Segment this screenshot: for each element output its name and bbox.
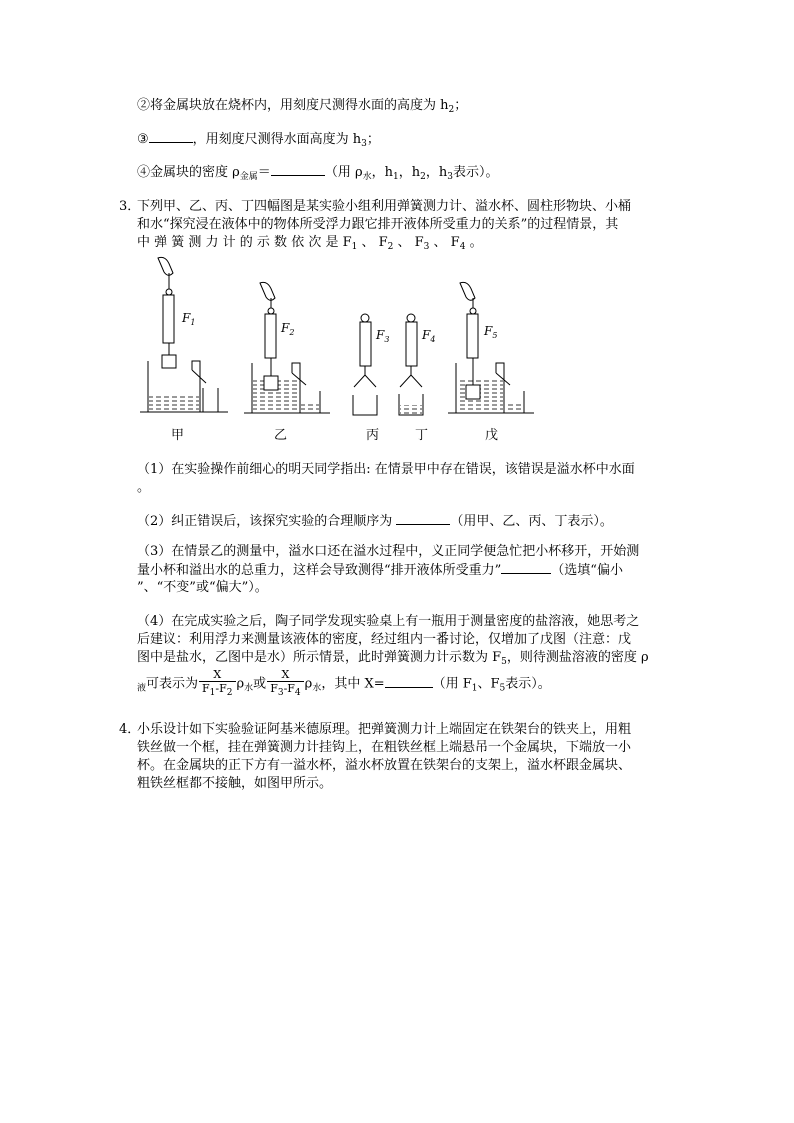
force-label-f1: $F_1$ xyxy=(182,311,196,327)
scene-label-ding: 丁 xyxy=(415,428,429,443)
answer-blank[interactable] xyxy=(271,163,325,176)
scene-ding xyxy=(399,314,423,415)
force-label-f2: $F_2$ xyxy=(281,321,295,337)
q3-part4-line4: $_液$可表示为 $\frac{X}{F_1-F_2}$ $\rho_水$或 $\frac{X}{F_3-F_4}$ $\rho_水$，其中 X= （用 $F_1$、$F_5$表示）。 xyxy=(137,668,551,698)
q4-line2: 铁丝做一个框，挂在弹簧测力计挂钩上，在粗铁丝框上端悬吊一个金属块，下端放一小 xyxy=(137,740,632,755)
q3-part3-line1: （3）在情景乙的测量中，溢水口还在溢水过程中，义正同学便急忙把小杯移开，开始测 xyxy=(137,544,640,559)
q3-part1: （1）在实验操作前细心的明天同学指出: 在情景甲中存在错误，该错误是溢水杯中水面 xyxy=(137,462,635,477)
q3-part4-line2: 后建议：利用浮力来测量该液体的密度，经过组内一番讨论，仅增加了戊图（注意：戊 xyxy=(137,632,632,647)
scene-label-wu: 戊 xyxy=(485,428,499,443)
force-label-f5: $F_5$ xyxy=(484,324,498,340)
q4-line3: 杯。在金属块的正下方有一溢水杯，溢水杯放置在铁架台的支架上，溢水杯跟金属块、 xyxy=(137,758,632,773)
scene-label-jia: 甲 xyxy=(171,428,185,443)
answer-blank[interactable] xyxy=(149,130,193,143)
q2-step3: ③ ，用刻度尺测得水面高度为 $h_3$； xyxy=(137,132,380,149)
scene-wu xyxy=(448,282,534,413)
answer-blank[interactable] xyxy=(396,512,450,525)
scene-label-yi: 乙 xyxy=(274,428,288,443)
q3-part4-line3: 图中是盐水，乙图中是水）所示情景，此时弹簧测力计示数为 $F_5$，则待测盐溶液的密度 ρ xyxy=(137,650,649,667)
q3-intro-line2: 和水“探究浸在液体中的物体所受浮力跟它排开液体所受重力的关系”的过程情景，其 xyxy=(137,217,619,232)
fraction-1: $\frac{X}{F_1-F_2}$ xyxy=(199,668,235,700)
answer-blank[interactable] xyxy=(501,561,551,574)
q4-number: 4． xyxy=(119,722,141,737)
scene-label-bing: 丙 xyxy=(366,428,380,443)
scene-jia xyxy=(140,257,228,412)
q3-intro-line3: 中 弹 簧 测 力 计 的 示 数 依 次 是 $F_1$ 、 $F_2$ 、 $F_3$ 、 $F_4$ 。 xyxy=(137,235,483,252)
fraction-2: $\frac{X}{F_3-F_4}$ xyxy=(267,668,303,700)
q3-number: 3． xyxy=(119,199,141,214)
q4-line1: 小乐设计如下实验验证阿基米德原理。把弹簧测力计上端固定在铁架台的铁夹上，用粗 xyxy=(137,722,632,737)
force-label-f3: $F_3$ xyxy=(376,328,390,344)
scene-yi xyxy=(244,282,330,413)
q3-part1-end: 。 xyxy=(137,480,151,495)
experiment-figure xyxy=(140,255,540,450)
q4-line4: 粗铁丝框都不接触，如图甲所示。 xyxy=(137,776,333,791)
q2-step4: ④金属块的密度 $\rho_{金属}=$ （用 $\rho_水$，$h_1$，$h_2$，$h_3$表示）。 xyxy=(137,165,499,182)
answer-blank[interactable] xyxy=(385,675,433,688)
q3-part3-line2: 量小杯和溢出水的总重力，这样会导致测得“排开液体所受重力” （选填“偏小 xyxy=(137,563,623,578)
q3-part4-line1: （4）在完成实验之后，陶子同学发现实验桌上有一瓶用于测量密度的盐溶液，她思考之 xyxy=(137,614,640,629)
scene-bing xyxy=(353,314,377,415)
q3-part3-line3: ”、“不变”或“偏大”）。 xyxy=(137,580,268,595)
q3-intro-line1: 下列甲、乙、丙、丁四幅图是某实验小组利用弹簧测力计、溢水杯、圆柱形物块、小桶 xyxy=(137,199,632,214)
force-label-f4: $F_4$ xyxy=(422,328,436,344)
q3-part2: （2）纠正错误后，该探究实验的合理顺序为 （用甲、乙、丙、丁表示）。 xyxy=(137,514,613,529)
q2-step2: ②将金属块放在烧杯内，用刻度尺测得水面的高度为 $h_2$； xyxy=(137,98,468,115)
